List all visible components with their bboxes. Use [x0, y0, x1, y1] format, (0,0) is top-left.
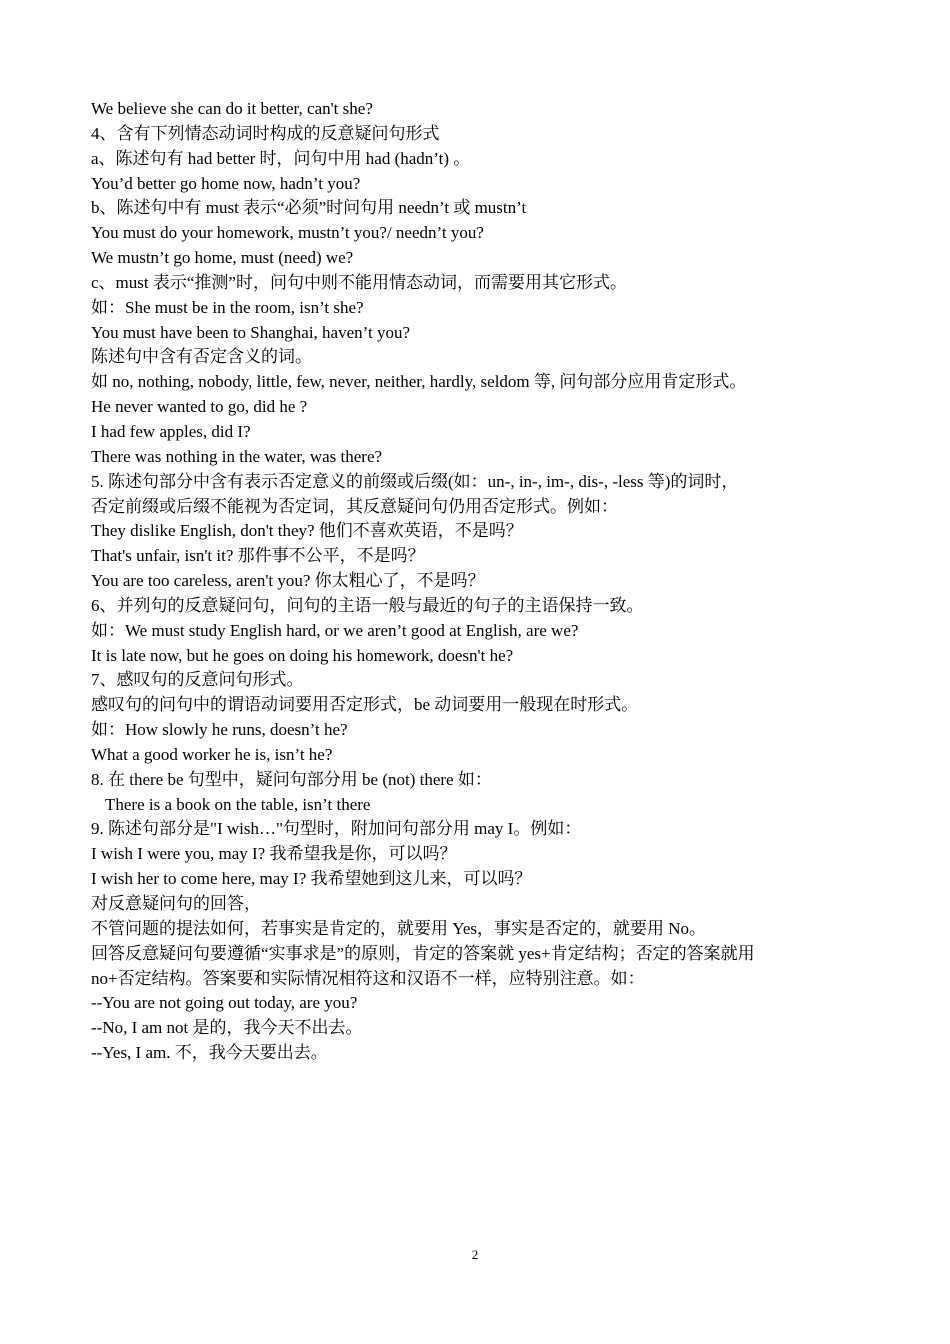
text-line: 陈述句中含有否定含义的词。: [91, 347, 312, 367]
example-line: You’d better go home now, hadn’t you?: [91, 173, 361, 193]
section-heading-4: 4、含有下列情态动词时构成的反意疑问句形式: [91, 123, 440, 143]
example-line: --Yes, I am. 不，我今天要出去。: [91, 1043, 328, 1063]
example-line: I wish her to come here, may I? 我希望她到这儿来，可以吗？: [91, 869, 532, 889]
example-line: There is a book on the table, isn’t there: [105, 794, 371, 814]
text-line: no+否定结构。答案要和实际情况相符这和汉语不一样，应特别注意。如：: [91, 968, 645, 988]
section-heading-9: 9. 陈述句部分是"I wish…"句型时，附加问句部分用 may I。例如：: [91, 819, 582, 839]
section-heading-6: 6、并列句的反意疑问句，问句的主语一般与最近的句子的主语保持一致。: [91, 595, 644, 615]
example-line: There was nothing in the water, was there?: [91, 446, 383, 466]
text-line: c、must 表示“推测”时，问句中则不能用情态动词，而需要用其它形式。: [91, 272, 627, 292]
text-line: a、陈述句有 had better 时，问句中用 had (hadn’t) 。: [91, 148, 471, 168]
example-line: --You are not going out today, are you?: [91, 993, 358, 1013]
example-line: I wish I were you, may I? 我希望我是你，可以吗？: [91, 844, 457, 864]
document-text-body: [91, 97, 871, 1066]
example-line: You are too careless, aren't you? 你太粗心了，不是吗？: [91, 571, 485, 591]
text-line: 回答反意疑问句要遵循“实事求是”的原则，肯定的答案就 yes+肯定结构；否定的答案就用: [91, 943, 755, 963]
section-heading-5: 5. 陈述句部分中含有表示否定意义的前缀或后缀(如：un-, in-, im-, dis-, -less 等)的词时，: [91, 471, 739, 491]
example-line: 如：How slowly he runs, doesn’t he?: [91, 720, 348, 740]
text-line: 否定前缀或后缀不能视为否定词，其反意疑问句仍用否定形式。例如：: [91, 496, 618, 516]
example-line: I had few apples, did I?: [91, 421, 251, 441]
example-line: They dislike English, don't they? 他们不喜欢英语，不是吗？: [91, 521, 523, 541]
text-line: 不管问题的提法如何，若事实是肯定的，就要用 Yes，事实是否定的，就要用 No。: [91, 918, 707, 938]
text-line: 感叹句的问句中的谓语动词要用否定形式，be 动词要用一般现在时形式。: [91, 695, 639, 715]
section-heading-7: 7、感叹句的反意问句形式。: [91, 670, 304, 690]
example-line: 如：She must be in the room, isn’t she?: [91, 297, 364, 317]
example-line: That's unfair, isn't it? 那件事不公平，不是吗？: [91, 546, 425, 566]
example-line: --No, I am not 是的，我今天不出去。: [91, 1018, 363, 1038]
text-line: 如 no, nothing, nobody, little, few, never, neither, hardly, seldom 等, 问句部分应用肯定形式。: [91, 372, 747, 392]
example-line: It is late now, but he goes on doing his homework, doesn't he?: [91, 645, 514, 665]
text-line: We believe she can do it better, can't she?: [91, 99, 373, 118]
section-heading-8: 8. 在 there be 句型中，疑问句部分用 be (not) there 如：: [91, 769, 492, 789]
text-line: 对反意疑问句的回答，: [91, 894, 261, 913]
page-number: 2: [471, 1247, 479, 1262]
example-line: What a good worker he is, isn’t he?: [91, 744, 333, 764]
example-line: 如：We must study English hard, or we aren’t good at English, are we?: [91, 620, 579, 640]
example-line: You must do your homework, mustn’t you?/ needn’t you?: [91, 223, 484, 243]
example-line: You must have been to Shanghai, haven’t you?: [91, 322, 411, 342]
text-line: b、陈述句中有 must 表示“必须”时问句用 needn’t 或 mustn’t: [91, 198, 527, 218]
example-line: We mustn’t go home, must (need) we?: [91, 248, 354, 268]
example-line: He never wanted to go, did he ?: [91, 397, 308, 417]
